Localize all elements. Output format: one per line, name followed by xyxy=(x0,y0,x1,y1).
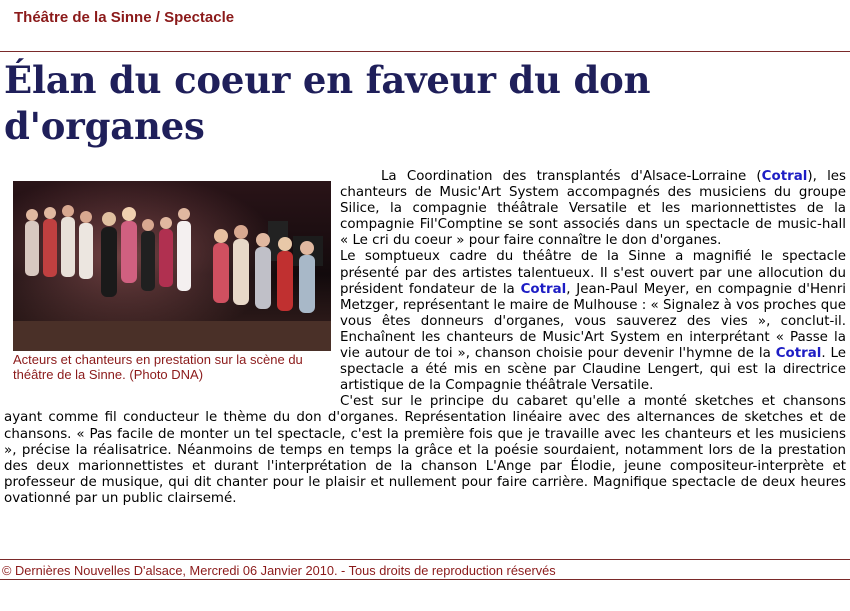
footer-divider-top xyxy=(0,559,850,560)
stage-photo-illustration xyxy=(13,181,331,351)
paragraph-3: C'est sur le principe du cabaret qu'elle a monté sketches et chansons ayant comme fil conducteur le thème du don d'organes. Représentation linéaire avec des alternances de sketches et de chansons. « Pas facile de monter un tel spectacle, c'est la première fois que je travaille avec les chanteurs et les musiciens », précise la réalisatrice. Néanmoins de temps en temps la grâce et la poésie sourdaient, notamment lors de la prestation des deux marionnettistes et durant l'interprétation de la chanson L'Ange par Élodie, jeune compositeur-interprète et professeur de musique, qui dit chanter pour le plaisir et nullement pour faire carrière. Magnifique spectacle de deux heures ovationné par un public clairsemé. xyxy=(4,394,846,506)
photo-caption: Acteurs et chanteurs en prestation sur la scène du théâtre de la Sinne. (Photo DNA) xyxy=(13,352,303,382)
brand-cotral: Cotral xyxy=(520,281,567,297)
stage-photo xyxy=(13,181,331,351)
footer-divider-bottom xyxy=(0,579,850,580)
paragraph-2: Le somptueux cadre du théâtre de la Sinne a magnifié le spectacle présenté par des artistes talentueux. Il s'est ouvert par une allocution du président fondateur de la Cotral, Jean-Paul Meyer, en compagnie d'Henri Metzger, représentant le maire de Mulhouse : « Signalez à vos proches que vous êtes donneurs d'organes, vous sauverez des vies », conclut-il. Enchaînent les chanteurs de Music'Art System en interprétant « Passe la vie autour de toi », chanson choisie pour devenir l'hymne de la Cotral. Le spectacle a été mis en scène par Claudine Lengert, qui est la directrice artistique de la Compagnie théâtrale Versatile. xyxy=(340,249,846,394)
subsection-label: Spectacle xyxy=(164,9,235,26)
brand-cotral: Cotral xyxy=(775,346,822,362)
paragraph-1: La Coordination des transplantés d'Alsace-Lorraine (Cotral), les chanteurs de Music'Art System accompagnés des musiciens du groupe Silice, la compagnie théâtrale Versatile et les marionnettistes de la compagnie Fil'Comptine se sont associés dans un spectacle de music-hall « Le cri du coeur » pour faire connaître le don d'organes. xyxy=(340,169,846,249)
breadcrumb-separator: / xyxy=(151,9,165,26)
brand-cotral: Cotral xyxy=(761,169,808,184)
section-label: Théâtre de la Sinne xyxy=(14,9,152,26)
copyright-notice: © Dernières Nouvelles D'alsace, Mercredi 06 Janvier 2010. - Tous droits de reproduction réservés xyxy=(2,563,556,578)
article-title: Élan du coeur en faveur du don d'organes xyxy=(4,58,651,148)
